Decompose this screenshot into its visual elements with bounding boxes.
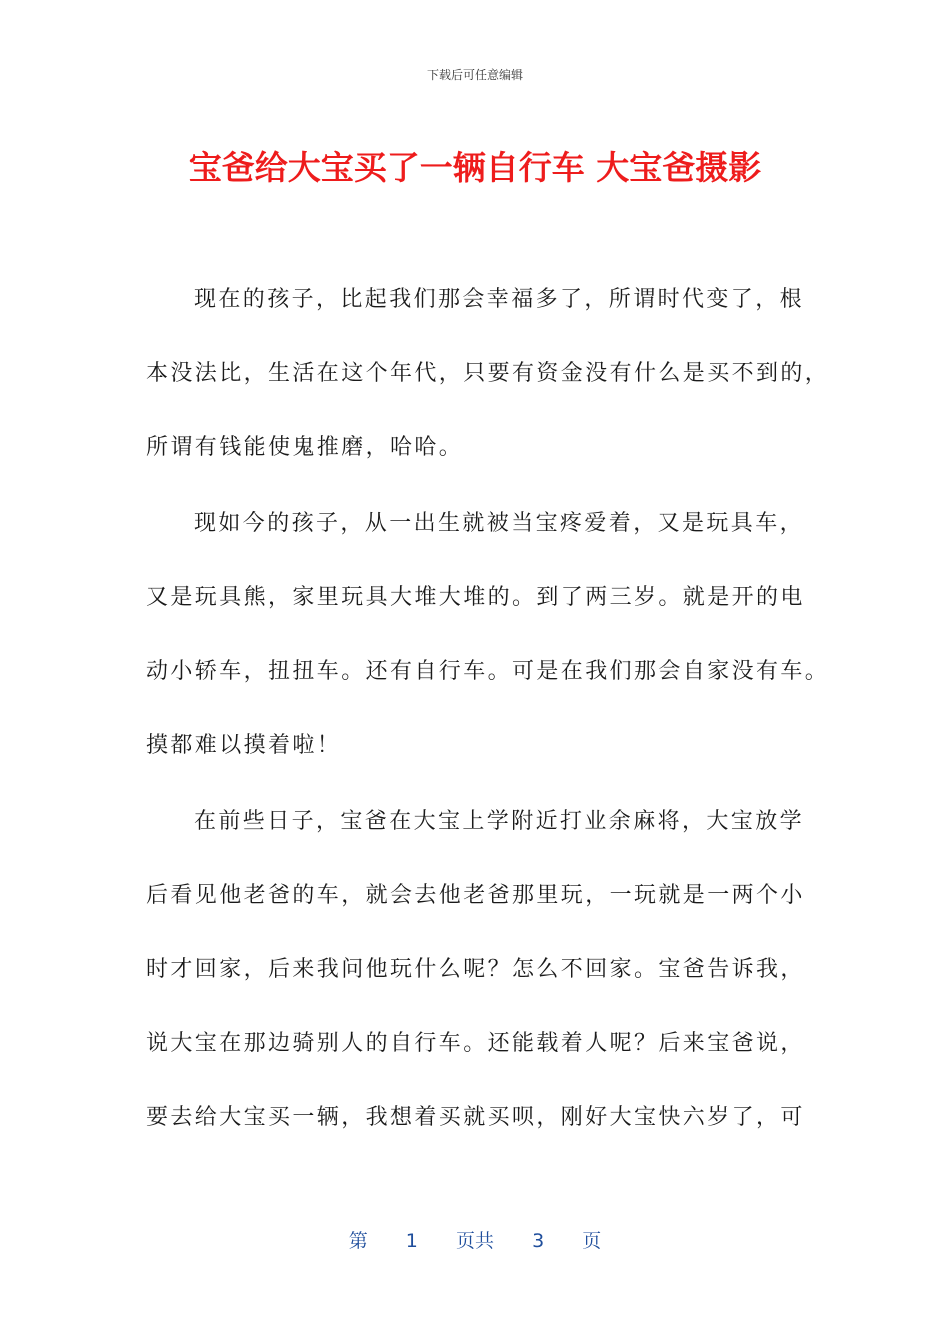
paragraph-line: 时才回家，后来我问他玩什么呢？怎么不回家。宝爸告诉我， — [146, 957, 805, 982]
paragraph-line: 在前些日子，宝爸在大宝上学附近打业余麻将，大宝放学 — [194, 809, 805, 834]
paragraph-line: 又是玩具熊，家里玩具大堆大堆的。到了两三岁。就是开的电 — [146, 585, 805, 610]
document-title: 宝爸给大宝买了一辆自行车 大宝爸摄影 — [188, 148, 762, 187]
paragraph-line: 要去给大宝买一辆，我想着买就买呗，刚好大宝快六岁了，可 — [146, 1105, 805, 1130]
paragraph-line: 摸都难以摸着啦！ — [146, 733, 342, 758]
page-number: 1 — [405, 1230, 418, 1252]
paragraph-line: 说大宝在那边骑别人的自行车。还能载着人呢？后来宝爸说， — [146, 1031, 805, 1056]
paragraph-line: 本没法比，生活在这个年代，只要有资金没有什么是买不到的， — [146, 361, 830, 386]
page-total: 3 — [532, 1230, 545, 1252]
paragraph-line: 动小轿车，扭扭车。还有自行车。可是在我们那会自家没有车。 — [146, 659, 830, 684]
page-footer — [0, 1226, 950, 1253]
page-label-prefix: 第 — [348, 1230, 368, 1252]
page-label-suffix: 页 — [582, 1230, 602, 1252]
paragraph-line: 所谓有钱能使鬼推磨，哈哈。 — [146, 435, 464, 460]
header-note: 下载后可任意编辑 — [426, 68, 523, 82]
paragraph-line: 后看见他老爸的车，就会去他老爸那里玩，一玩就是一两个小 — [146, 883, 805, 908]
paragraph-line: 现在的孩子，比起我们那会幸福多了，所谓时代变了，根 — [194, 287, 805, 312]
paragraph-line: 现如今的孩子，从一出生就被当宝疼爱着，又是玩具车， — [194, 511, 805, 536]
page-label-mid: 页共 — [455, 1230, 494, 1252]
